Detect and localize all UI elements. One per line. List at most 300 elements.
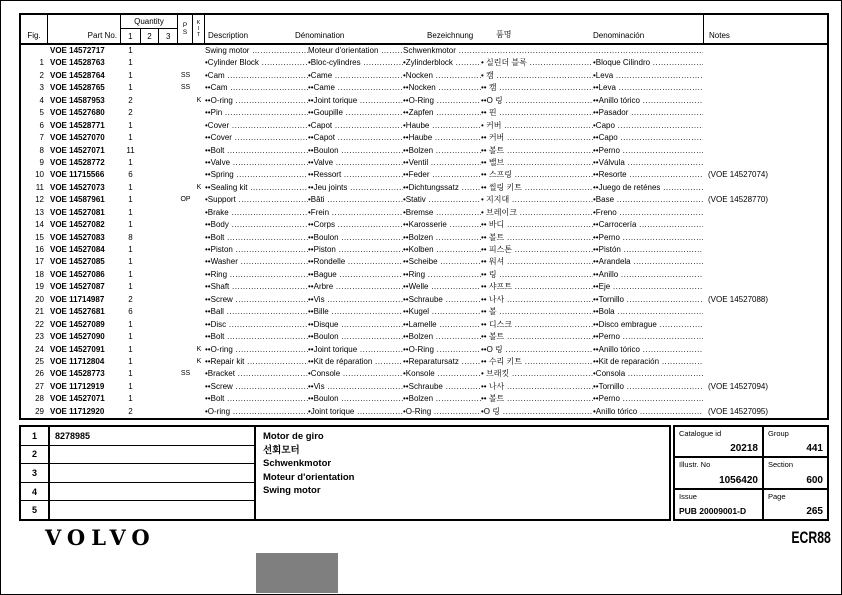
header-language-columns [205,15,703,43]
cell-description-es: ••Pasador ..... [593,107,703,119]
cell-part-no: VOE 14528763 [50,58,105,68]
reference-row-number: 4 [21,482,48,501]
cell-fig: 26 [35,369,44,379]
cell-description-es: ••Anillo tórico ..... [593,95,703,107]
cell-kit [193,281,205,293]
cell-fig: 9 [39,157,44,167]
cell-description-ko [481,45,593,57]
cell-kit [193,269,205,281]
cell-kit: K [196,345,202,353]
cell-qty-1: 1 [128,344,133,354]
table-row [21,219,827,231]
cell-ps [178,356,193,368]
reference-panel [19,425,671,521]
cell-notes [703,182,827,194]
cell-qty-2 [140,57,159,69]
cell-description-es: •Capo ..... [593,120,703,132]
table-row [21,145,827,157]
cell-qty-2 [140,232,159,244]
cell-qty-1: 8 [128,232,133,242]
cell-qty-1: 1 [128,83,133,93]
info-row-2 [675,456,827,487]
cell-description-de: ••Bolzen ..... [403,232,481,244]
info-row-1 [675,427,827,456]
cell-part-no: VOE 14528772 [50,157,105,167]
cell-part-no: VOE 14527680 [50,108,105,118]
cell-notes [703,232,827,244]
cell-part-no: VOE 11712919 [50,381,105,391]
cell-qty-2 [140,82,159,94]
cell-kit [193,406,205,418]
cell-description-ko: •• 볼트 ..... [481,232,593,244]
illustr-no-box [675,458,764,487]
cell-description-es: •Leva ..... [593,70,703,82]
cell-description-ko: •• 씰링 키트 ..... [481,182,593,194]
cell-ps [178,393,193,405]
cell-qty-3 [159,269,178,281]
cell-qty-1: 1 [128,282,133,292]
header-part-no: Part No. [48,15,121,43]
cell-qty-3 [159,306,178,318]
reference-row-value [50,500,254,519]
cell-fig: 7 [39,133,44,143]
cell-qty-1: 11 [126,145,135,155]
cell-qty-3 [159,132,178,144]
cell-qty-3 [159,169,178,181]
cell-qty-3 [159,82,178,94]
cell-kit [193,120,205,132]
cell-qty-2 [140,107,159,119]
cell-ps [178,132,193,144]
cell-part-no: VOE 14527089 [50,319,105,329]
header-fig: Fig. [21,15,48,43]
cell-description-es: ••Perno ..... [593,232,703,244]
volvo-logo: VOLVO [45,525,156,550]
cell-fig: 17 [35,257,44,267]
cell-description-ko: •• 워셔 ..... [481,256,593,268]
cell-qty-3 [159,219,178,231]
reference-row-number: 5 [21,500,48,519]
cell-kit: K [196,183,202,191]
cell-notes: (VOE 14527094) [708,381,769,391]
section-value: 600 [806,474,823,486]
reference-row-value: 8278985 [55,430,91,441]
cell-description-fr: Moteur d'orientation ..... [308,45,403,57]
cell-qty-3 [159,45,178,57]
cell-description-ko: • 캠 ..... [481,70,593,82]
reference-row-number: 3 [21,463,48,482]
cell-part-no: VOE 14528765 [50,83,105,93]
cell-description-es: ••Disco embrague ..... [593,319,703,331]
cell-qty-2 [140,207,159,219]
cell-description-ko: •• 커버 ..... [481,132,593,144]
cell-qty-3 [159,393,178,405]
cell-description-de: ••Ventil ..... [403,157,481,169]
cell-qty-2 [140,356,159,368]
reference-number-column [21,427,50,519]
cell-description-es: ••Pistón ..... [593,244,703,256]
cell-part-no: VOE 11715566 [50,170,105,180]
cell-fig: 12 [35,195,44,205]
cell-qty-1: 1 [128,157,133,167]
cell-qty-3 [159,57,178,69]
cell-description-fr: ••Bille ..... [308,306,403,318]
cell-qty-2 [140,157,159,169]
cell-fig: 22 [35,319,44,329]
cell-qty-2 [140,281,159,293]
cell-description-es: ••Juego de reténes ..... [593,182,703,194]
cell-description-es: •Consola ..... [593,368,703,380]
cell-description-es: ••Perno ..... [593,393,703,405]
cell-qty-1: 2 [128,294,133,304]
cell-ps [178,331,193,343]
cell-description-en: ••Cam ..... [205,82,308,94]
issue-box [675,490,764,519]
cell-notes [703,331,827,343]
table-row [21,57,827,69]
cell-ps [178,120,193,132]
cell-qty-1: 1 [128,220,133,230]
cell-qty-3 [159,70,178,82]
cell-description-en: •Bracket ..... [205,368,308,380]
table-row [21,157,827,169]
cell-fig: 6 [39,120,44,130]
cell-part-no: VOE 11714987 [50,294,105,304]
cell-description-fr: ••Boulon ..... [308,232,403,244]
cell-description-fr: ••Bague ..... [308,269,403,281]
cell-qty-3 [159,381,178,393]
table-row [21,306,827,318]
group-value: 441 [806,443,823,455]
cell-qty-3 [159,256,178,268]
group-box [764,427,827,456]
cell-description-de: ••Dichtungssatz ..... [403,182,481,194]
table-row [21,95,827,107]
cell-qty-3 [159,344,178,356]
parts-table-header [21,15,827,45]
cell-description-en: ••Bolt ..... [205,393,308,405]
cell-part-no: VOE 14527081 [50,207,105,217]
cell-fig: 4 [39,95,44,105]
cell-notes [703,70,827,82]
cell-ps [178,207,193,219]
table-row [21,182,827,194]
cell-description-ko: •• 핀 ..... [481,107,593,119]
header-qty-1: 1 [128,32,133,41]
cell-part-no: VOE 14572717 [50,46,105,55]
table-row [21,368,827,380]
cell-notes [703,207,827,219]
cell-ps [178,232,193,244]
cell-description-en: ••Disc ..... [205,319,308,331]
cell-description-de: ••Feder ..... [403,169,481,181]
table-row [21,256,827,268]
cell-kit [193,169,205,181]
cell-description-en: •Cylinder Block ..... [205,57,308,69]
cell-description-es: ••Leva ..... [593,82,703,94]
table-row [21,381,827,393]
cell-description-de: ••Karosserie ..... [403,219,481,231]
parts-table [19,13,829,420]
cell-kit [193,157,205,169]
cell-qty-1: 1 [128,257,133,267]
cell-kit [193,82,205,94]
cell-description-fr: •Bâti ..... [308,194,403,206]
cell-description-en: •Support ..... [205,194,308,206]
cell-notes [703,306,827,318]
assembly-title-block [256,427,669,519]
cell-description-ko: •• 바디 ..... [481,219,593,231]
cell-part-no: VOE 14528773 [50,369,105,379]
cell-qty-1: 1 [128,46,133,55]
cell-description-de: •Bremse ..... [403,207,481,219]
group-label: Group [768,429,789,438]
cell-description-es: •Freno ..... [593,207,703,219]
cell-description-de: ••Bolzen ..... [403,393,481,405]
cell-qty-2 [140,194,159,206]
cell-ps: OP [180,196,191,204]
cell-description-fr: ••Ressort ..... [308,169,403,181]
cell-notes [703,319,827,331]
cell-description-ko: •• 볼 ..... [481,306,593,318]
cell-description-ko: •• 캠 ..... [481,82,593,94]
reference-row-number: 2 [21,445,48,464]
cell-part-no: VOE 14527086 [50,269,105,279]
cell-notes [703,368,827,380]
assembly-title-line: Schwenkmotor [263,458,332,469]
table-row [21,169,827,181]
cell-notes [703,132,827,144]
table-row [21,294,827,306]
cell-part-no: VOE 14527082 [50,220,105,230]
cell-notes [703,219,827,231]
cell-description-de: ••Haube ..... [403,132,481,144]
cell-qty-3 [159,95,178,107]
cell-description-es: ••Kit de reparación ..... [593,356,703,368]
cell-ps [178,294,193,306]
header-denomination: Dénomination [295,31,345,40]
section-label: Section [768,460,794,470]
cell-notes [703,95,827,107]
cell-description-fr: •Joint torique ..... [308,406,403,418]
cell-part-no: VOE 11712920 [50,406,105,416]
cell-qty-1: 1 [128,207,133,217]
cell-description-es [593,45,703,57]
cell-kit [193,368,205,380]
cell-fig: 13 [35,207,44,217]
cell-qty-1: 1 [128,70,133,80]
cell-description-fr: ••Goupille ..... [308,107,403,119]
cell-qty-2 [140,319,159,331]
cell-qty-2 [140,294,159,306]
cell-ps [178,95,193,107]
cell-notes [703,157,827,169]
cell-description-en: •Cover ..... [205,120,308,132]
cell-description-en: ••Cover ..... [205,132,308,144]
cell-kit [193,132,205,144]
cell-description-ko: •• 디스크 ..... [481,319,593,331]
cell-description-ko: • 실린더 블록 ..... [481,57,593,69]
cell-ps [178,182,193,194]
cell-description-en: ••Ring ..... [205,269,308,281]
page-label: Page [768,491,786,501]
cell-description-es: •Anillo tórico ..... [593,406,703,418]
cell-description-fr: ••Arbre ..... [308,281,403,293]
cell-qty-3 [159,207,178,219]
section-box [764,458,827,487]
gray-placeholder [256,553,338,593]
table-row [21,319,827,331]
info-row-3 [675,488,827,519]
header-quantity-group [121,15,178,43]
cell-qty-1: 1 [128,195,133,205]
cell-qty-2 [140,306,159,318]
cell-fig: 21 [35,307,44,317]
cell-fig: 20 [35,294,44,304]
cell-qty-3 [159,281,178,293]
cell-qty-2 [140,145,159,157]
illustr-no-value: 1056420 [719,474,758,486]
cell-fig: 3 [39,83,44,93]
cell-qty-3 [159,120,178,132]
cell-fig: 11 [35,182,44,192]
cell-description-en: ••Bolt ..... [205,331,308,343]
cell-description-fr: •Came ..... [308,70,403,82]
cell-description-fr: ••Kit de réparation ..... [308,356,403,368]
cell-kit [193,256,205,268]
cell-description-de: ••Kolben ..... [403,244,481,256]
cell-description-ko: •• 수리 키트 ..... [481,356,593,368]
cell-kit [193,244,205,256]
cell-fig: 16 [35,245,44,254]
cell-description-ko: ••O 링 ..... [481,95,593,107]
cell-notes [703,82,827,94]
cell-description-es: ••Tornillo ..... [593,381,703,393]
cell-kit [193,219,205,231]
header-qty-3: 3 [158,29,177,44]
cell-description-fr: ••Valve ..... [308,157,403,169]
cell-notes [703,145,827,157]
cell-qty-1: 1 [128,245,133,254]
cell-description-de: ••O-Ring ..... [403,95,481,107]
cell-part-no: VOE 14527087 [50,282,105,292]
cell-notes [703,57,827,69]
cell-description-ko: •O 링 ..... [481,406,593,418]
cell-ps [178,344,193,356]
assembly-title-line: 선회모터 [263,444,300,456]
cell-fig: 29 [35,406,44,416]
header-kit: K I T [193,15,205,43]
cell-description-ko: • 브래킷 ..... [481,368,593,380]
cell-ps: SS [180,71,191,79]
cell-qty-1: 1 [128,332,133,342]
reference-value-column [50,427,256,519]
cell-qty-3 [159,232,178,244]
cell-description-es: ••Perno ..... [593,145,703,157]
cell-description-en: •Cam ..... [205,70,308,82]
cell-kit [193,57,205,69]
cell-description-ko: •• 링 ..... [481,269,593,281]
cell-ps: SS [180,84,191,92]
catalogue-id-value: 20218 [730,443,758,455]
cell-notes [703,356,827,368]
cell-kit [193,232,205,244]
cell-description-ko: • 지지대 ..... [481,194,593,206]
header-description: Description [208,31,249,40]
cell-part-no: VOE 14527071 [50,145,105,155]
cell-qty-2 [140,70,159,82]
cell-description-fr: ••Piston ..... [308,244,403,256]
cell-kit [193,381,205,393]
cell-kit [193,145,205,157]
cell-description-ko: •• 볼트 ..... [481,331,593,343]
cell-qty-3 [159,331,178,343]
table-row [21,269,827,281]
cell-description-en: •O-ring ..... [205,406,308,418]
cell-fig [21,45,48,57]
table-row [21,356,827,368]
catalogue-id-label: Catalogue id [679,429,722,438]
reference-row-value [50,482,254,501]
cell-description-ko: • 커버 ..... [481,120,593,132]
cell-description-de: ••Ring ..... [403,269,481,281]
cell-notes [703,107,827,119]
cell-qty-2 [140,393,159,405]
cell-qty-2 [140,95,159,107]
cell-description-en: ••Shaft ..... [205,281,308,293]
catalogue-info-panel [673,425,829,521]
cell-qty-2 [140,120,159,132]
page-box [764,490,827,519]
cell-ps [178,281,193,293]
cell-part-no: VOE 14527681 [50,307,105,317]
cell-description-de: ••Nocken ..... [403,82,481,94]
assembly-title-line: Motor de giro [263,431,324,442]
cell-description-es: ••Perno ..... [593,331,703,343]
cell-kit [193,393,205,405]
cell-kit [193,319,205,331]
table-row [21,120,827,132]
cell-ps [178,107,193,119]
cell-description-de: •Zylinderblock ..... [403,57,481,69]
cell-notes: (VOE 14527088) [708,294,769,304]
cell-description-de: ••Welle ..... [403,281,481,293]
cell-description-de: ••Bolzen ..... [403,145,481,157]
cell-description-de: •Konsole ..... [403,368,481,380]
cell-description-de: ••O-Ring ..... [403,344,481,356]
cell-kit [193,70,205,82]
cell-qty-1: 1 [128,120,133,130]
parts-table-body [21,45,827,418]
cell-ps [178,145,193,157]
cell-notes [703,120,827,132]
cell-qty-2 [140,132,159,144]
cell-fig: 1 [39,58,44,68]
cell-qty-2 [140,182,159,194]
header-notes: Notes [703,15,827,43]
cell-qty-1: 2 [128,108,133,118]
reference-row-value [50,445,254,464]
cell-description-de: ••Scheibe ..... [403,256,481,268]
cell-qty-1: 1 [128,58,133,68]
cell-fig: 28 [35,394,44,404]
cell-description-fr: •Bloc-cylindres ..... [308,57,403,69]
cell-description-fr: ••Vis ..... [308,381,403,393]
cell-kit [193,306,205,318]
cell-qty-2 [140,406,159,418]
cell-description-es: ••Válvula ..... [593,157,703,169]
cell-description-fr: •Frein ..... [308,207,403,219]
